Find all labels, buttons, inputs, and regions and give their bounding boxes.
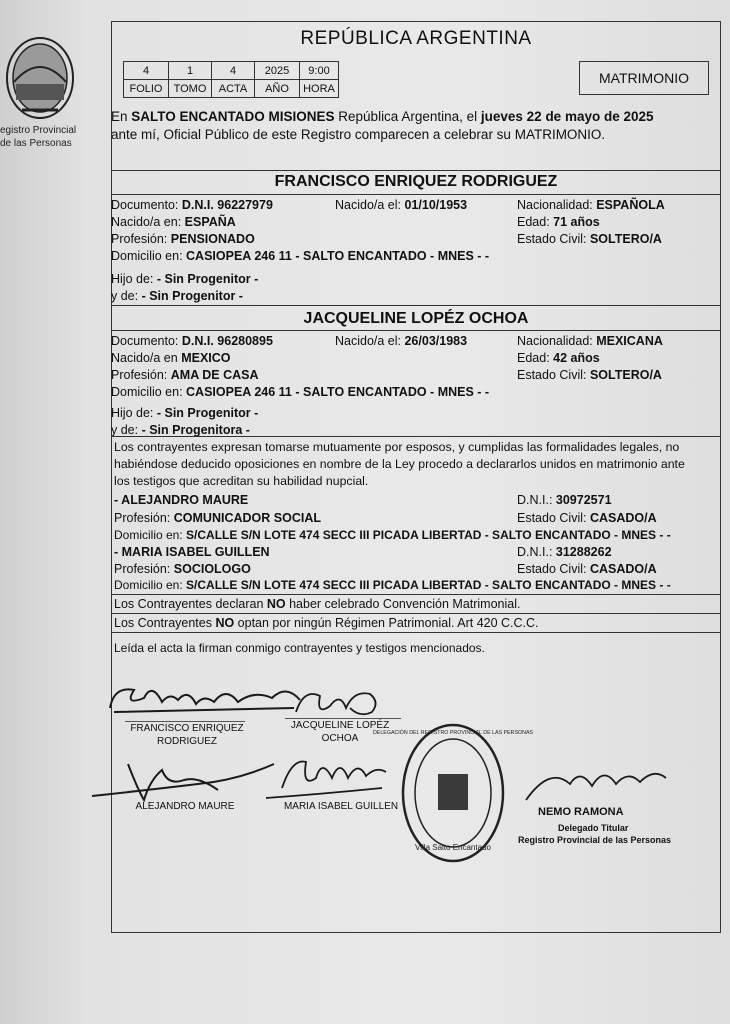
- divider: [111, 594, 721, 595]
- spouse2-age: [517, 350, 600, 366]
- stamp-ring-text: DELEGACIÓN DEL REGISTRO PROVINCIAL DE LAS PERSONAS: [372, 730, 534, 736]
- negation: NO: [215, 616, 235, 630]
- text: haber celebrado Convención Matrimonial.: [285, 597, 521, 611]
- divider: [111, 613, 721, 614]
- signature-francisco-label: [122, 722, 252, 748]
- value: 30972571: [555, 493, 612, 507]
- value: 42 años: [553, 351, 600, 365]
- intro-text-a: En: [111, 109, 132, 124]
- value: - Sin Progenitor -: [156, 272, 259, 286]
- label: Estado Civil:: [517, 232, 590, 246]
- spouse1-birthdate: [335, 197, 467, 213]
- folio-value: 4: [124, 62, 169, 80]
- label: Documento:: [111, 334, 182, 348]
- tomo-value: 1: [169, 62, 212, 80]
- acta-label: ACTA: [212, 80, 255, 98]
- spouse2-birthplace: [111, 350, 231, 366]
- label: Profesión:: [114, 511, 174, 525]
- negation: NO: [266, 597, 286, 611]
- label: Profesión:: [114, 562, 174, 576]
- witness1-name: - ALEJANDRO MAURE: [114, 493, 249, 507]
- value: - Sin Progenitor -: [156, 406, 259, 420]
- value: CASIOPEA 246 11 - SALTO ENCANTADO - MNES - -: [186, 385, 490, 399]
- label: Domicilio en:: [111, 249, 187, 263]
- intro-line2: ante mí, Oficial Público de este Registro comparecen a celebrar su MATRIMONIO.: [111, 127, 606, 142]
- spouse2-parent1: [111, 405, 258, 421]
- divider: [111, 194, 721, 195]
- regime-statement: [114, 615, 539, 631]
- spouse2-nationality: [517, 333, 663, 349]
- value: PENSIONADO: [170, 232, 255, 246]
- value: MEXICO: [181, 351, 231, 365]
- intro-line1: [111, 109, 654, 125]
- spouse1-birthplace: [111, 214, 236, 230]
- witness2-dni: [517, 544, 612, 560]
- text: optan por ningún Régimen Patrimonial. Art 420 C.C.C.: [234, 616, 539, 630]
- label: Estado Civil:: [517, 562, 590, 576]
- value: - Sin Progenitor -: [141, 289, 243, 303]
- signature-jacqueline: [290, 682, 390, 722]
- label: Hijo de:: [111, 406, 157, 420]
- divider: [111, 632, 721, 633]
- value: COMUNICADOR SOCIAL: [173, 511, 321, 525]
- label: Nacido/a en:: [111, 215, 185, 229]
- officer-title: Delegado Titular: [558, 823, 629, 833]
- spouse2-civil-status: [517, 367, 662, 383]
- line: OCHOA: [321, 733, 359, 744]
- line: JACQUELINE LOPÉZ: [290, 720, 390, 731]
- signature-officer: [520, 760, 670, 810]
- value: CASADO/A: [589, 562, 657, 576]
- registry-label-line2: de las Personas: [0, 138, 72, 149]
- value: CASIOPEA 246 11 - SALTO ENCANTADO - MNES - -: [186, 249, 490, 263]
- spouse2-profession: [111, 367, 259, 383]
- registry-label: [0, 124, 76, 150]
- label: Edad:: [517, 215, 554, 229]
- tomo-label: TOMO: [169, 80, 212, 98]
- ceremony-date: jueves 22 de mayo de 2025: [480, 109, 654, 124]
- delegation-stamp-icon: [372, 722, 534, 864]
- witness1-profession: [114, 510, 321, 526]
- signature-maria-label: MARIA ISABEL GUILLEN: [283, 801, 399, 812]
- signature-alejandro-label: ALEJANDRO MAURE: [135, 801, 235, 812]
- witness1-dni: [517, 492, 612, 508]
- value: AMA DE CASA: [170, 368, 259, 382]
- officer-name: NEMO RAMONA: [538, 806, 624, 818]
- closing-statement: Leída el acta la firman conmigo contrayentes y testigos mencionados.: [114, 641, 485, 655]
- line: FRANCISCO ENRIQUEZ: [130, 723, 244, 734]
- act-type-box: MATRIMONIO: [579, 61, 709, 95]
- label: Domicilio en:: [114, 578, 187, 592]
- declaration-line3: los testigos que acreditan su habilidad nupcial.: [114, 474, 369, 488]
- registry-label-line1: egistro Provincial: [0, 125, 77, 136]
- hora-value: 9:00: [300, 62, 339, 80]
- label: Profesión:: [111, 368, 171, 382]
- value: 31288262: [555, 545, 612, 559]
- value: SOLTERO/A: [589, 368, 662, 382]
- value: ESPAÑOLA: [596, 198, 665, 212]
- value: ESPAÑA: [184, 215, 236, 229]
- spouse1-address: [111, 248, 489, 264]
- line: RODRIGUEZ: [157, 736, 217, 747]
- spouse1-name: FRANCISCO ENRIQUEZ RODRIGUEZ: [274, 173, 558, 190]
- convention-statement: [114, 596, 520, 612]
- label: Edad:: [517, 351, 554, 365]
- value: MEXICANA: [596, 334, 663, 348]
- witness2-profession: [114, 561, 251, 577]
- text: Los Contrayentes: [114, 616, 216, 630]
- divider: [111, 436, 721, 437]
- value: - Sin Progenitora -: [141, 423, 250, 437]
- value: S/CALLE S/N LOTE 474 SECC III PICADA LIBERTAD - SALTO ENCANTADO - MNES - -: [186, 528, 671, 542]
- label: Documento:: [111, 198, 182, 212]
- label: Domicilio en:: [114, 528, 187, 542]
- value: 71 años: [553, 215, 600, 229]
- spouse1-profession: [111, 231, 255, 247]
- value: 01/10/1953: [404, 198, 468, 212]
- witness2-civil-status: [517, 561, 657, 577]
- value: D.N.I. 96227979: [181, 198, 273, 212]
- value: D.N.I. 96280895: [181, 334, 273, 348]
- acta-value: 4: [212, 62, 255, 80]
- signature-maria: [262, 748, 412, 808]
- divider: [111, 170, 721, 171]
- label: D.N.I.:: [517, 493, 556, 507]
- label: Nacionalidad:: [517, 198, 597, 212]
- value: S/CALLE S/N LOTE 474 SECC III PICADA LIBERTAD - SALTO ENCANTADO - MNES - -: [186, 578, 671, 592]
- value: SOLTERO/A: [589, 232, 662, 246]
- ceremony-location: SALTO ENCANTADO MISIONES: [131, 109, 335, 124]
- declaration-line1: Los contrayentes expresan tomarse mutuamente por esposos, y cumplidas las formalidades legales, no: [114, 440, 680, 454]
- anio-label: AÑO: [255, 80, 300, 98]
- spouse1-nationality: [517, 197, 665, 213]
- hora-label: HORA: [300, 80, 339, 98]
- label: Nacido/a el:: [335, 334, 405, 348]
- label: Nacionalidad:: [517, 334, 597, 348]
- spouse1-document: [111, 197, 273, 213]
- witness2-address: [114, 577, 671, 593]
- witness2-name: - MARIA ISABEL GUILLEN: [114, 545, 270, 559]
- label: Hijo de:: [111, 272, 157, 286]
- label: y de:: [111, 289, 142, 303]
- value: 26/03/1983: [404, 334, 468, 348]
- text: Los Contrayentes declaran: [114, 597, 267, 611]
- anio-value: 2025: [255, 62, 300, 80]
- witness1-civil-status: [517, 510, 657, 526]
- folio-label: FOLIO: [124, 80, 169, 98]
- spouse1-parent1: [111, 271, 258, 287]
- spouse1-age: [517, 214, 600, 230]
- country-title: REPÚBLICA ARGENTINA: [300, 28, 532, 49]
- value: CASADO/A: [589, 511, 657, 525]
- registry-number-table: [123, 61, 339, 98]
- spouse2-birthdate: [335, 333, 467, 349]
- spouse2-address: [111, 384, 489, 400]
- provincial-seal-icon: [2, 32, 78, 124]
- declaration-line2: habiéndose deducido oposiciones en nombre de la Ley procedo a declararlos unidos en matrimonio ante: [114, 457, 685, 471]
- divider: [111, 330, 721, 331]
- label: D.N.I.:: [517, 545, 556, 559]
- spouse2-name: JACQUELINE LOPÉZ OCHOA: [303, 310, 529, 327]
- witness1-address: [114, 527, 671, 543]
- label: Nacido/a en: [111, 351, 182, 365]
- signature-francisco: [104, 678, 304, 722]
- stamp-inner-text: Villa Salto Encantado: [415, 843, 491, 852]
- spouse1-parent2: [111, 288, 243, 304]
- value: SOCIOLOGO: [173, 562, 251, 576]
- label: Profesión:: [111, 232, 171, 246]
- label: Estado Civil:: [517, 368, 590, 382]
- officer-office: Registro Provincial de las Personas: [518, 835, 672, 845]
- spouse2-document: [111, 333, 273, 349]
- spouse1-civil-status: [517, 231, 662, 247]
- label: Estado Civil:: [517, 511, 590, 525]
- intro-text-b: República Argentina, el: [334, 109, 481, 124]
- label: Domicilio en:: [111, 385, 187, 399]
- divider: [111, 305, 721, 306]
- label: y de:: [111, 423, 142, 437]
- label: Nacido/a el:: [335, 198, 405, 212]
